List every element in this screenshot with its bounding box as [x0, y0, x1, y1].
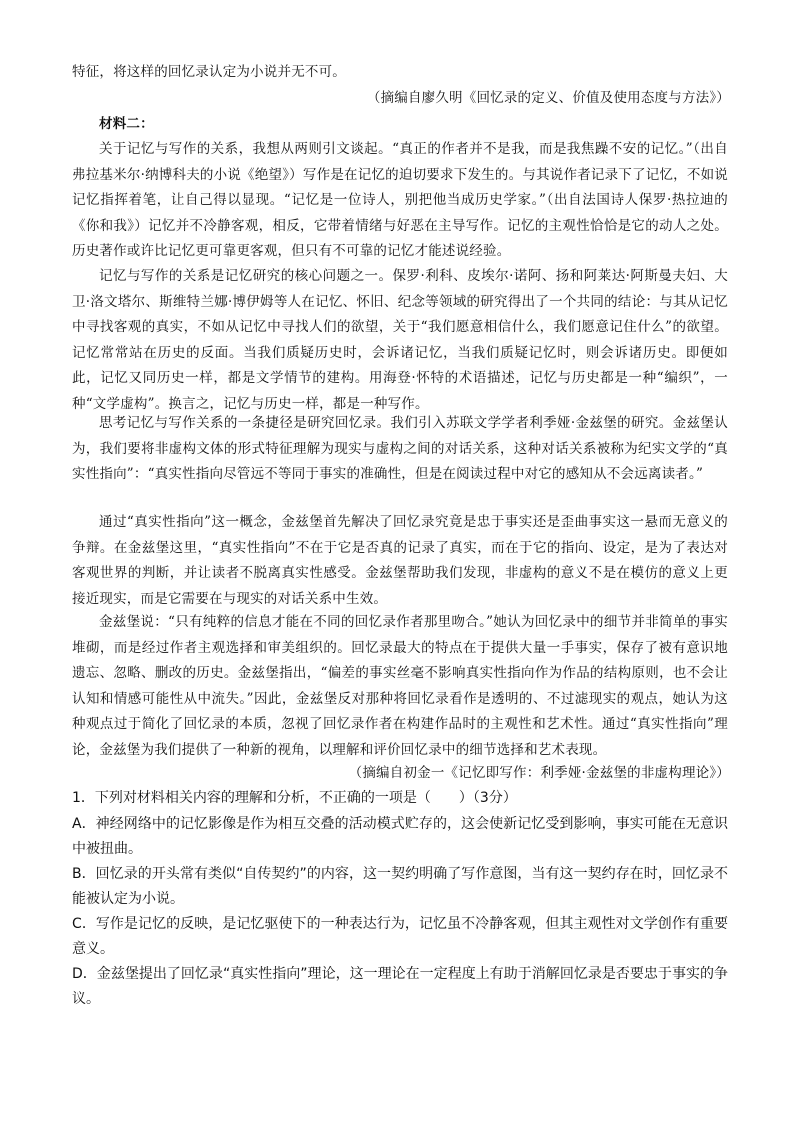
material2-paragraph-5: 金兹堡说：“只有纯粹的信息才能在不同的回忆录作者那里吻合。”她认为回忆录中的细节并非简单的事实堆砌，而是经过作者主观选择和审美组织的。回忆录最大的特点在于提供大量一手事实，保存了被有意识地遗忘、忽略、删改的历史。金兹堡指出，“偏差的事实丝毫不影响真实性指向作为作品的结构原则，也不会让认知和情感可能性从中流失。”因此，金兹堡反对那种将回忆录看作是透明的、不过滤现实的观点，她认为这种观点过于简化了回忆录的本质，忽视了回忆录作者在构建作品时的主观性和艺术性。通过“真实性指向”理论，金兹堡为我们提供了一种新的视角，以理解和评价回忆录中的细节选择和艺术表现。	[72, 614, 729, 758]
material2-source: （摘编自初金一《记忆即写作：利季娅·金兹堡的非虚构理论》）	[348, 765, 730, 781]
question-1-option-c: C．写作是记忆的反映，是记忆驱使下的一种表达行为，记忆虽不冷静客观，但其主观性对文学创作有重要意义。	[72, 916, 728, 958]
question-1-option-b: B．回忆录的开头常有类似“自传契约”的内容，这一契约明确了写作意图，当有这一契约存在时，回忆录不能被认定为小说。	[72, 866, 728, 908]
question-1-stem: 1．下列对材料相关内容的理解和分析，不正确的一项是（ ）（3分）	[72, 790, 517, 806]
question-1-option-a: A．神经网络中的记忆影像是作为相互交叠的活动模式贮存的，这会使新记忆受到影响，事实可能在无意识中被扭曲。	[72, 816, 728, 858]
material2-heading: 材料二：	[99, 116, 154, 132]
material2-paragraph-1: 关于记忆与写作的关系，我想从两则引文谈起。“真正的作者并不是我，而是我焦躁不安的记忆。”（出自弗拉基米尔·纳博科夫的小说《绝望》）写作是在记忆的迫切要求下发生的。与其说作者记录下了记忆，不如说记忆指挥着笔，让自己得以显现。“记忆是一位诗人，别把他当成历史学家。”（出自法国诗人保罗·热拉迪的《你和我》）记忆并不冷静客观，相反，它带着情绪与好恶在主导写作。记忆的主观性恰恰是它的动人之处。历史著作或许比记忆更可靠更客观，但只有不可靠的记忆才能述说经验。	[72, 141, 728, 260]
material2-paragraph-2: 记忆与写作的关系是记忆研究的核心问题之一。保罗·利科、皮埃尔·诺阿、扬和阿莱达·阿斯曼夫妇、大卫·洛文塔尔、斯维特兰娜·博伊姆等人在记忆、怀旧、纪念等领域的研究得出了一个共同的结论：与其从记忆中寻找客观的真实，不如从记忆中寻找人们的欲望，关于“我们愿意相信什么，我们愿意记住什么”的欲望。记忆常常站在历史的反面。当我们质疑历史时，会诉诸记忆，当我们质疑记忆时，则会诉诸历史。即便如此，记忆又同历史一样，都是文学情节的建构。用海登·怀特的术语描述，记忆与历史都是一种“编织”，一种“文学虚构”。换言之，记忆与历史一样，都是一种写作。	[72, 268, 728, 412]
material2-paragraph-3: 思考记忆与写作关系的一条捷径是研究回忆录。我们引入苏联文学学者利季娅·金兹堡的研究。金兹堡认为，我们要将非虚构文体的形式特征理解为现实与虚构之间的对话关系，这种对话关系被称为纪实文学的“真实性指向”：“真实性指向尽管远不等同于事实的准确性，但是在阅读过程中对它的感知从不会远离读者。”	[72, 415, 728, 483]
material1-closing-line: 特征，将这样的回忆录认定为小说并无不可。	[72, 64, 346, 80]
material1-source: （摘编自廖久明《回忆录的定义、价值及使用态度与方法》）	[366, 90, 730, 106]
material2-paragraph-4: 通过“真实性指向”这一概念，金兹堡首先解决了回忆录究竟是忠于事实还是歪曲事实这一悬而无意义的争辩。在金兹堡这里，“真实性指向”不在于它是否真的记录了真实，而在于它的指向、设定，是为了表达对客观世界的判断，并让读者不脱离真实性感受。金兹堡帮助我们发现，非虚构的意义不是在模仿的意义上更接近现实，而是它需要在与现实的对话关系中生效。	[72, 514, 728, 607]
question-1-option-d: D．金兹堡提出了回忆录“真实性指向”理论，这一理论在一定程度上有助于消解回忆录是否要忠于事实的争议。	[72, 966, 728, 1008]
